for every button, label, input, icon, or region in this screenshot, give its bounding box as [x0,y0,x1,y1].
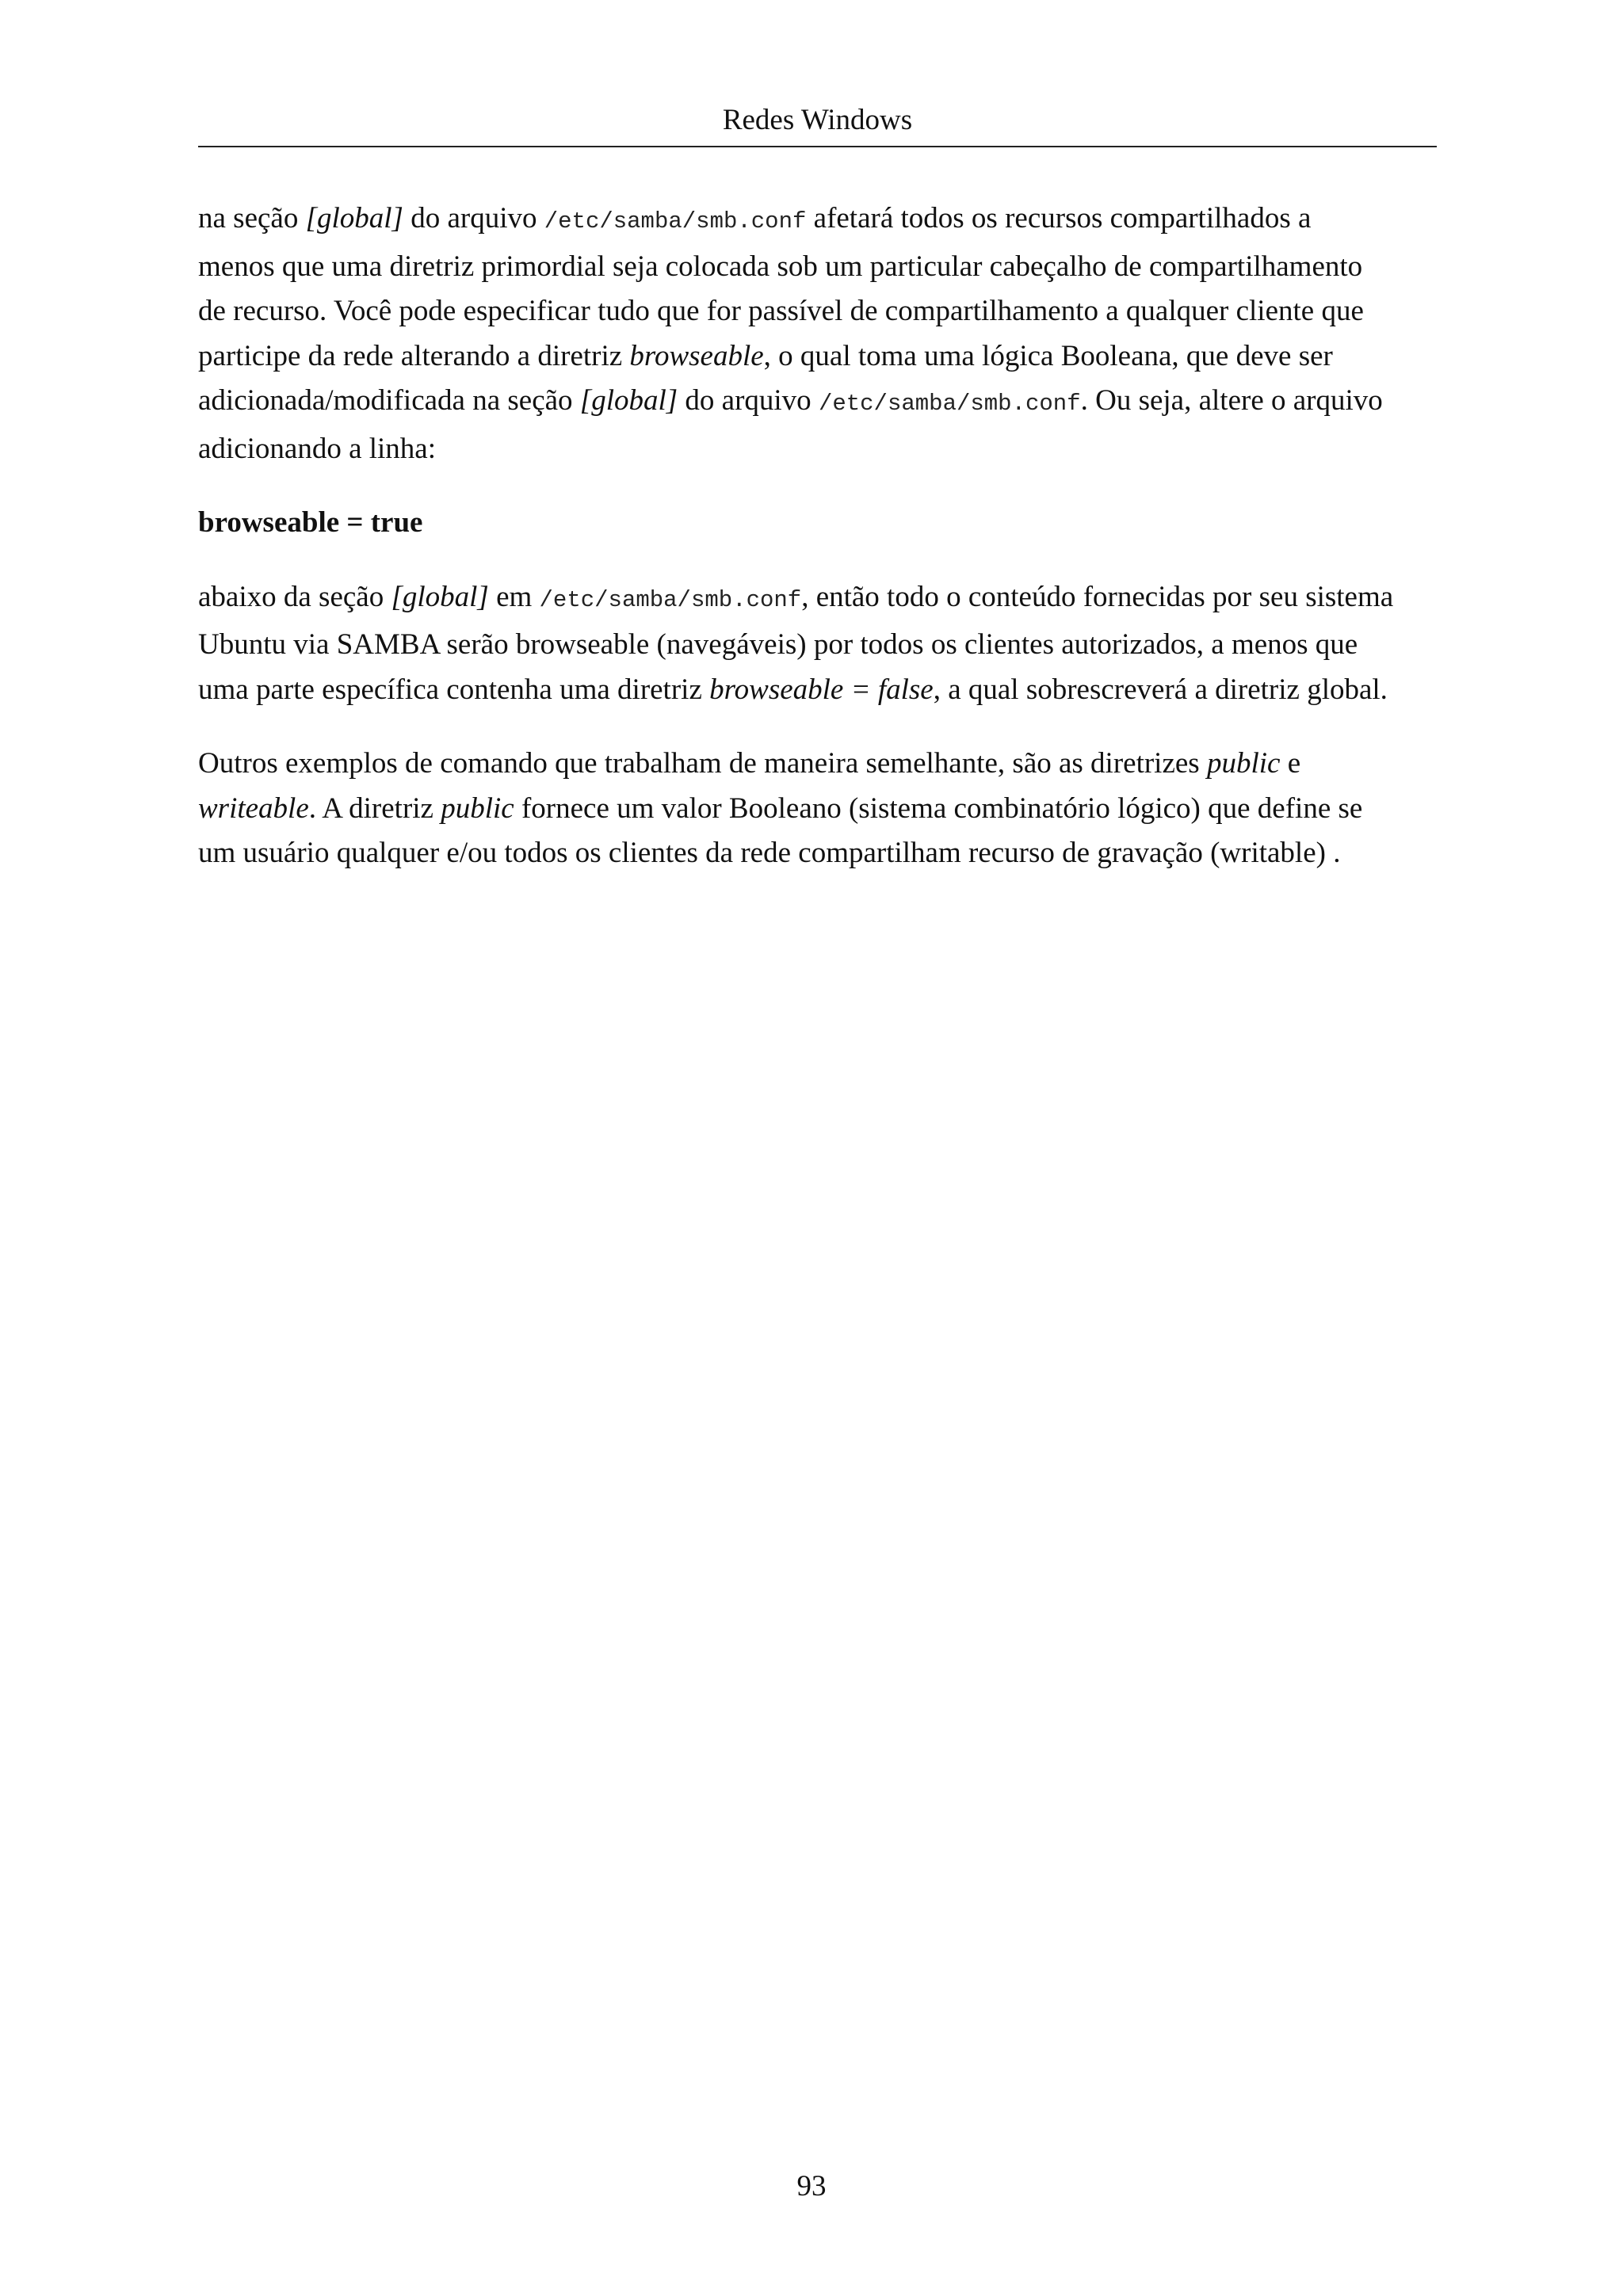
text-run: uma parte específica contenha uma diretriz [198,673,710,706]
paragraph-line: adicionando a linha: [198,432,437,465]
paragraph-line: Ubuntu via SAMBA serão browseable (navegáveis) por todos os clientes autorizados, a menos que [198,628,1358,661]
italic-term: public [441,791,514,825]
running-header [198,98,1437,147]
file-path: /etc/samba/smb.conf [544,208,807,235]
text-run: , a qual sobrescreverá a diretriz global. [933,673,1388,706]
paragraph-line [198,196,1437,245]
text-run: e [1280,747,1301,780]
text-run: , então todo o conteúdo fornecidas por seu sistema [801,580,1394,613]
text-run: em [488,580,540,613]
config-directive-line: browseable = true [198,506,423,539]
paragraph-line [198,787,1437,832]
text-run: abaixo da seção [198,580,391,613]
text-run: participe da rede alterando a diretriz [198,339,630,372]
file-path: /etc/samba/smb.conf [539,586,802,613]
italic-term: [global] [305,202,403,235]
italic-term: [global] [579,384,678,417]
italic-term: [global] [391,580,489,613]
paragraph-line: de recurso. Você pode especificar tudo que for passível de compartilhamento a qualquer cliente que [198,295,1364,327]
text-run: adicionada/modificada na seção [198,384,580,417]
italic-term: public [1206,747,1281,780]
text-run: do arquivo [678,384,819,417]
text-run: . A diretriz [308,791,441,825]
italic-term: browseable = false [709,673,934,706]
running-header-title: Redes Windows [722,104,913,136]
text-run: Outros exemplos de comando que trabalham de maneira semelhante, são as diretrizes [198,747,1207,780]
text-run: do arquivo [403,202,544,235]
paragraph-line: um usuário qualquer e/ou todos os clientes da rede compartilham recurso de gravação (writable) . [198,837,1341,869]
italic-term: writeable [198,791,309,825]
paragraph-global-section [198,196,1437,471]
paragraph-line [198,668,1437,713]
italic-term: browseable [629,339,764,372]
paragraph-line [198,742,1437,787]
paragraph-other-examples [198,742,1437,876]
paragraph-line [198,575,1437,624]
paragraph-line [198,379,1437,427]
text-run: na seção [198,202,306,235]
paragraph-line [198,334,1437,379]
text-run: fornece um valor Booleano (sistema combinatório lógico) que define se [514,791,1363,825]
page-number: 93 [796,2170,827,2203]
paragraph-line: menos que uma diretriz primordial seja colocada sob um particular cabeçalho de compartilhamento [198,250,1363,283]
text-run: afetará todos os recursos compartilhados a [806,202,1312,235]
text-run: . Ou seja, altere o arquivo [1080,384,1383,417]
page-body [198,196,1437,906]
paragraph-browseable [198,575,1437,713]
file-path: /etc/samba/smb.conf [818,391,1081,417]
text-run: , o qual toma uma lógica Booleana, que deve ser [763,339,1333,372]
